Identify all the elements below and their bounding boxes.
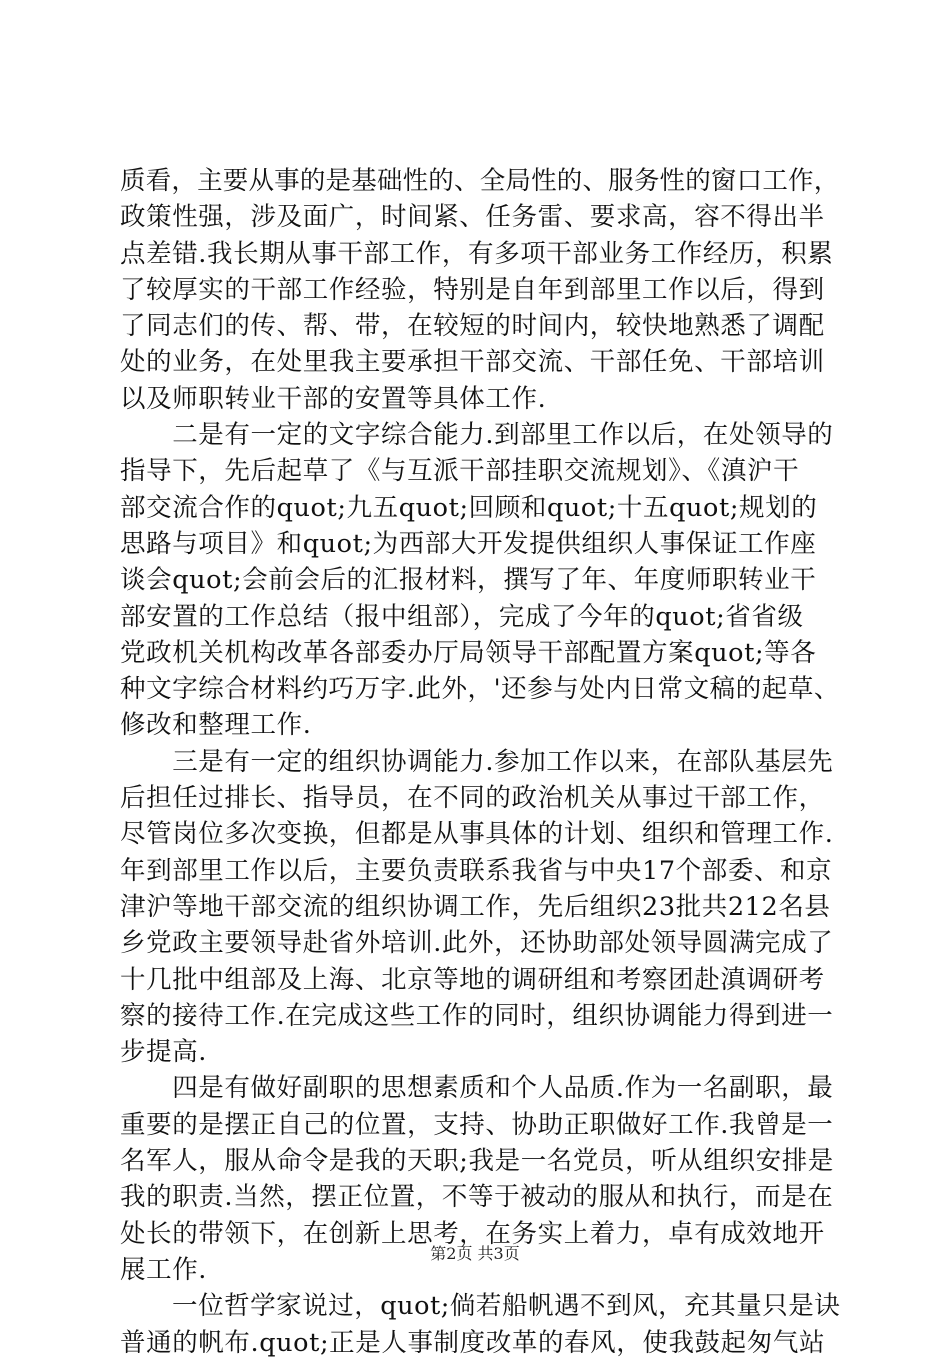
- text-line: 乡党政主要领导赴省外培训.此外，还协助部处领导圆满完成了: [120, 928, 834, 959]
- text-line: 谈会quot;会前会后的汇报材料，撰写了年、年度师职转业干: [120, 565, 817, 596]
- text-line: 指导下，先后起草了《与互派干部挂职交流规划》、《滇沪干: [120, 456, 800, 487]
- text-line: 了同志们的传、帮、带，在较短的时间内，较快地熟悉了调配: [120, 311, 825, 342]
- text-line: 察的接待工作.在完成这些工作的同时，组织协调能力得到进一: [120, 1000, 834, 1031]
- page-footer: 第2页 共3页: [430, 1244, 520, 1263]
- text-line: 以及师职转业干部的安置等具体工作.: [120, 383, 547, 414]
- text-line: 名军人，服从命令是我的天职;我是一名党员，听从组织安排是: [120, 1146, 834, 1177]
- text-line: 后担任过排长、指导员，在不同的政治机关从事过干部工作，: [120, 783, 825, 814]
- text-line: 质看，主要从事的是基础性的、全局性的、服务性的窗口工作，: [120, 166, 840, 196]
- text-line: 津沪等地干部交流的组织协调工作，先后组织23批共212名县: [120, 891, 831, 922]
- text-line: 年到部里工作以后，主要负责联系我省与中央17个部委、和京: [120, 855, 833, 886]
- text-line: 步提高.: [120, 1037, 208, 1068]
- text-line: 思路与项目》和quot;为西部大开发提供组织人事保证工作座: [120, 528, 817, 559]
- text-line: 尽管岗位多次变换，但都是从事具体的计划、组织和管理工作.: [120, 819, 834, 850]
- text-line: 二是有一定的文字综合能力.到部里工作以后，在处领导的: [120, 420, 834, 451]
- text-line: 重要的是摆正自己的位置，支持、协助正职做好工作.我曾是一: [120, 1109, 834, 1140]
- text-line: 十几批中组部及上海、北京等地的调研组和考察团赴滇调研考: [120, 964, 825, 995]
- text-line: 四是有做好副职的思想素质和个人品质.作为一名副职，最: [120, 1073, 834, 1104]
- text-line: 展工作.: [120, 1254, 208, 1285]
- text-line: 一位哲学家说过，quot;倘若船帆遇不到风，充其量只是诀: [120, 1291, 841, 1322]
- text-line: 部安置的工作总结（报中组部），完成了今年的quot;省省级: [120, 601, 804, 632]
- text-line: 了较厚实的干部工作经验，特别是自年到部里工作以后，得到: [120, 274, 825, 305]
- text-line: 点差错.我长期从事干部工作，有多项干部业务工作经历，积累: [120, 238, 834, 269]
- text-line: 种文字综合材料约巧万字.此外，'还参与处内日常文稿的起草、: [120, 674, 840, 705]
- text-line: 处长的带领下，在创新上思考，在务实上着力，卓有成效地开: [120, 1218, 825, 1249]
- text-line: 处的业务，在处里我主要承担干部交流、干部任免、干部培训: [120, 347, 825, 378]
- text-line: 党政机关机构改革各部委办厅局领导干部配置方案quot;等各: [120, 637, 817, 668]
- text-line: 政策性强，涉及面广，时间紧、任务雷、要求高，容不得出半: [120, 202, 825, 233]
- document-body: [120, 163, 840, 1361]
- text-line: 普通的帆布.quot;正是人事制度改革的春风，使我鼓起匆气站: [120, 1327, 826, 1358]
- text-line: 三是有一定的组织协调能力.参加工作以来，在部队基层先: [120, 746, 834, 777]
- text-line: 我的职责.当然，摆正位置，不等于被动的服从和执行，而是在: [120, 1182, 834, 1213]
- text-line: 部交流合作的quot;九五quot;回顾和quot;十五quot;规划的: [120, 492, 818, 523]
- text-line: 修改和整理工作.: [120, 710, 312, 741]
